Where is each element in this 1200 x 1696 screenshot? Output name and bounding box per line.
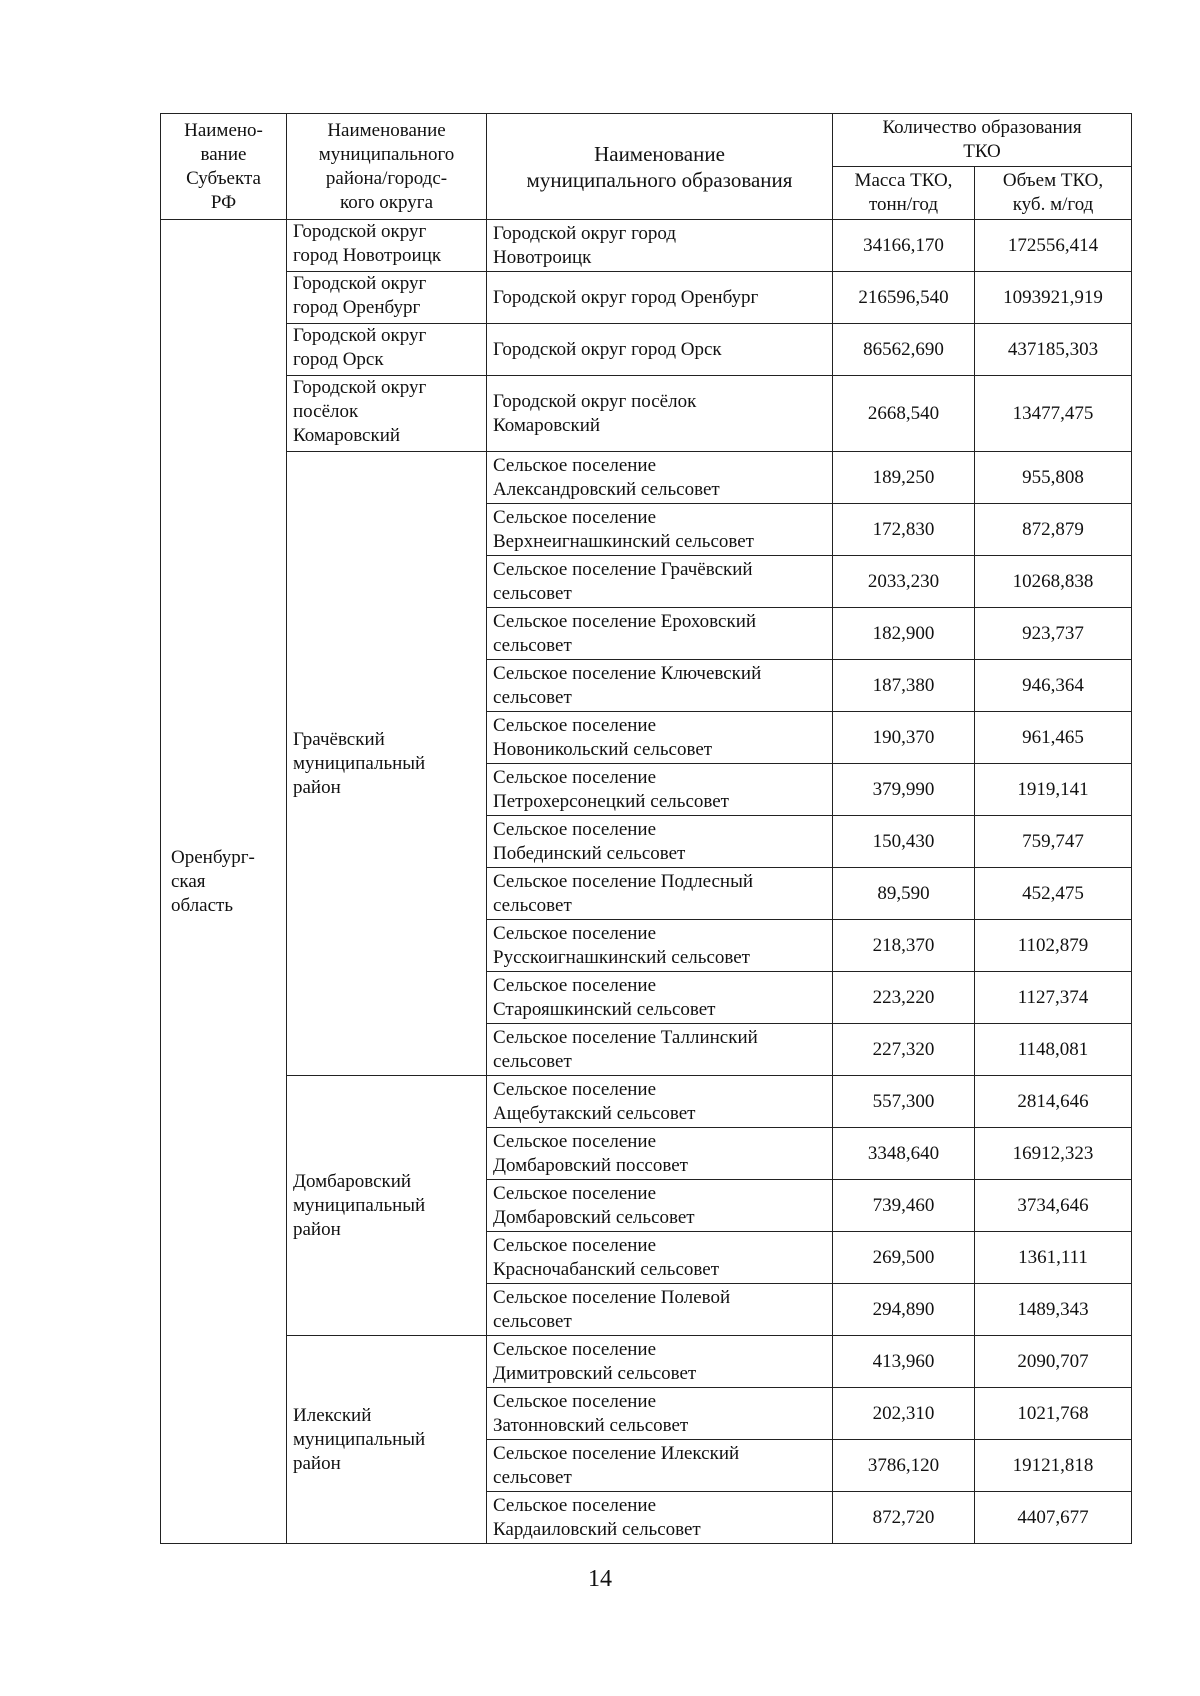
volume-cell: 172556,414	[975, 220, 1132, 272]
table-row	[161, 452, 1132, 504]
mass-cell: 216596,540	[833, 272, 975, 324]
volume-cell: 4407,677	[975, 1492, 1132, 1544]
volume-cell: 437185,303	[975, 324, 1132, 376]
volume-cell: 946,364	[975, 660, 1132, 712]
volume-cell: 1919,141	[975, 764, 1132, 816]
mass-cell: 34166,170	[833, 220, 975, 272]
municipality-cell: Сельское поселение Илекский сельсовет	[487, 1440, 833, 1492]
volume-cell: 2090,707	[975, 1336, 1132, 1388]
municipality-cell: Сельское поселение Петрохерсонецкий сельсовет	[487, 764, 833, 816]
district-cell: Грачёвский муниципальный район	[287, 452, 487, 1076]
district-cell: Домбаровский муниципальный район	[287, 1076, 487, 1336]
municipality-cell: Сельское поселение Верхнеигнашкинский сельсовет	[487, 504, 833, 556]
volume-cell: 1102,879	[975, 920, 1132, 972]
volume-cell: 1489,343	[975, 1284, 1132, 1336]
header-quantity: Количество образования ТКО	[833, 114, 1132, 167]
table-row	[161, 220, 1132, 272]
municipality-cell: Сельское поселение Старояшкинский сельсовет	[487, 972, 833, 1024]
mass-cell: 218,370	[833, 920, 975, 972]
volume-cell: 1148,081	[975, 1024, 1132, 1076]
tko-table	[160, 113, 1132, 1544]
mass-cell: 89,590	[833, 868, 975, 920]
mass-cell: 739,460	[833, 1180, 975, 1232]
municipality-cell: Сельское поселение Побединский сельсовет	[487, 816, 833, 868]
table-row	[161, 324, 1132, 376]
mass-cell: 189,250	[833, 452, 975, 504]
mass-cell: 2033,230	[833, 556, 975, 608]
municipality-cell: Городской округ посёлок Комаровский	[487, 376, 833, 452]
municipality-cell: Сельское поселение Русскоигнашкинский сельсовет	[487, 920, 833, 972]
volume-cell: 923,737	[975, 608, 1132, 660]
volume-cell: 19121,818	[975, 1440, 1132, 1492]
mass-cell: 3348,640	[833, 1128, 975, 1180]
mass-cell: 379,990	[833, 764, 975, 816]
volume-cell: 759,747	[975, 816, 1132, 868]
municipality-cell: Сельское поселение Красночабанский сельсовет	[487, 1232, 833, 1284]
volume-cell: 10268,838	[975, 556, 1132, 608]
subject-cell: Оренбург- ская область	[161, 220, 287, 1544]
table-row	[161, 1336, 1132, 1388]
mass-cell: 872,720	[833, 1492, 975, 1544]
mass-cell: 3786,120	[833, 1440, 975, 1492]
table-row	[161, 1076, 1132, 1128]
municipality-cell: Сельское поселение Затонновский сельсовет	[487, 1388, 833, 1440]
municipality-cell: Городской округ город Орск	[487, 324, 833, 376]
district-cell: Илекский муниципальный район	[287, 1336, 487, 1544]
table-body	[161, 220, 1132, 1544]
volume-cell: 2814,646	[975, 1076, 1132, 1128]
volume-cell: 1093921,919	[975, 272, 1132, 324]
volume-cell: 1021,768	[975, 1388, 1132, 1440]
mass-cell: 557,300	[833, 1076, 975, 1128]
header-mass: Масса ТКО, тонн/год	[833, 167, 975, 220]
municipality-cell: Сельское поселение Ероховский сельсовет	[487, 608, 833, 660]
district-cell: Городской округ город Оренбург	[287, 272, 487, 324]
municipality-cell: Сельское поселение Подлесный сельсовет	[487, 868, 833, 920]
volume-cell: 1127,374	[975, 972, 1132, 1024]
table-row	[161, 376, 1132, 452]
municipality-cell: Сельское поселение Димитровский сельсовет	[487, 1336, 833, 1388]
mass-cell: 86562,690	[833, 324, 975, 376]
volume-cell: 955,808	[975, 452, 1132, 504]
header-subject: Наимено- вание Субъекта РФ	[161, 114, 287, 220]
mass-cell: 172,830	[833, 504, 975, 556]
mass-cell: 294,890	[833, 1284, 975, 1336]
municipality-cell: Сельское поселение Домбаровский поссовет	[487, 1128, 833, 1180]
page-number: 14	[588, 1566, 612, 1592]
mass-cell: 223,220	[833, 972, 975, 1024]
volume-cell: 452,475	[975, 868, 1132, 920]
district-cell: Городской округ посёлок Комаровский	[287, 376, 487, 452]
municipality-cell: Сельское поселение Грачёвский сельсовет	[487, 556, 833, 608]
municipality-cell: Сельское поселение Таллинский сельсовет	[487, 1024, 833, 1076]
mass-cell: 182,900	[833, 608, 975, 660]
volume-cell: 3734,646	[975, 1180, 1132, 1232]
municipality-cell: Городской округ город Новотроицк	[487, 220, 833, 272]
district-cell: Городской округ город Орск	[287, 324, 487, 376]
header-volume: Объем ТКО, куб. м/год	[975, 167, 1132, 220]
municipality-cell: Сельское поселение Полевой сельсовет	[487, 1284, 833, 1336]
mass-cell: 227,320	[833, 1024, 975, 1076]
municipality-cell: Сельское поселение Кардаиловский сельсовет	[487, 1492, 833, 1544]
volume-cell: 961,465	[975, 712, 1132, 764]
district-cell: Городской округ город Новотроицк	[287, 220, 487, 272]
volume-cell: 13477,475	[975, 376, 1132, 452]
municipality-cell: Сельское поселение Александровский сельсовет	[487, 452, 833, 504]
volume-cell: 872,879	[975, 504, 1132, 556]
municipality-cell: Сельское поселение Новоникольский сельсовет	[487, 712, 833, 764]
mass-cell: 202,310	[833, 1388, 975, 1440]
volume-cell: 1361,111	[975, 1232, 1132, 1284]
mass-cell: 150,430	[833, 816, 975, 868]
header-municipality: Наименование муниципального образования	[487, 114, 833, 220]
mass-cell: 413,960	[833, 1336, 975, 1388]
mass-cell: 190,370	[833, 712, 975, 764]
table-row	[161, 272, 1132, 324]
mass-cell: 269,500	[833, 1232, 975, 1284]
municipality-cell: Сельское поселение Ащебутакский сельсовет	[487, 1076, 833, 1128]
municipality-cell: Сельское поселение Ключевский сельсовет	[487, 660, 833, 712]
municipality-cell: Сельское поселение Домбаровский сельсовет	[487, 1180, 833, 1232]
volume-cell: 16912,323	[975, 1128, 1132, 1180]
header-district: Наименование муниципального района/городс- кого округа	[287, 114, 487, 220]
mass-cell: 187,380	[833, 660, 975, 712]
mass-cell: 2668,540	[833, 376, 975, 452]
municipality-cell: Городской округ город Оренбург	[487, 272, 833, 324]
